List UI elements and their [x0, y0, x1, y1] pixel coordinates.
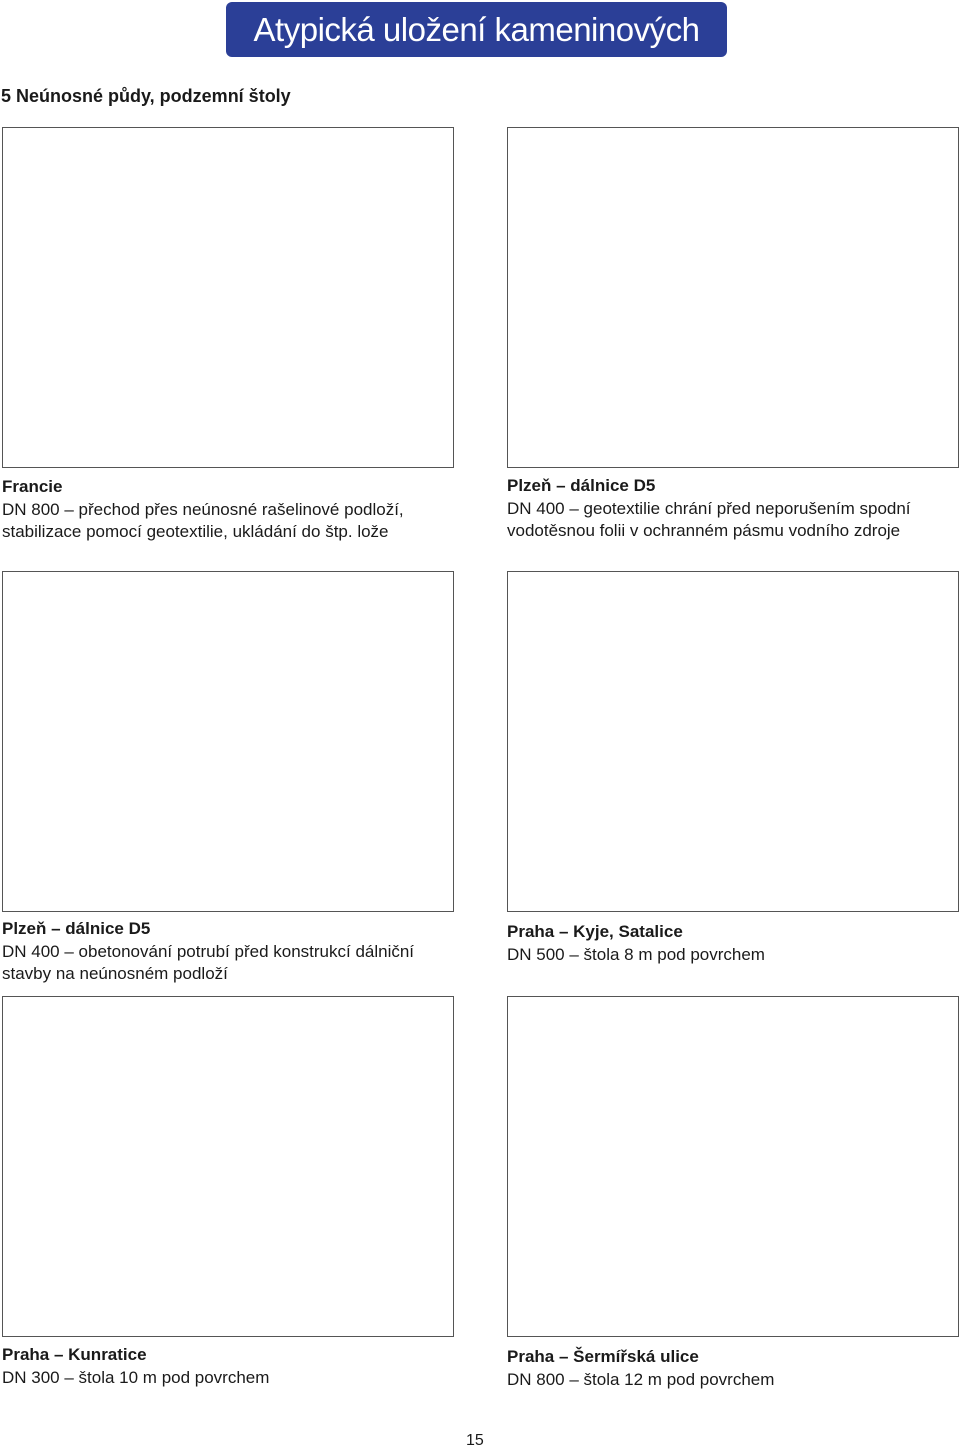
caption-description: DN 400 – geotextilie chrání před neporušením spodní: [507, 498, 911, 518]
photo-praha-kyje: [507, 571, 959, 912]
caption-description-line2: vodotěsnou folii v ochranném pásmu vodního zdroje: [507, 521, 901, 540]
caption-description: DN 400 – obetonování potrubí před konstrukcí dálniční: [2, 941, 415, 961]
caption-title: Plzeň – dálnice D5: [2, 919, 151, 938]
caption-description-line2: stabilizace pomocí geotextilie, ukládání do štp. lože: [2, 522, 389, 541]
page-number: 15: [466, 1432, 484, 1449]
photo-plzen-obetonovani: [2, 571, 454, 912]
caption-description: DN 300 – štola 10 m pod povrchem: [2, 1367, 270, 1387]
page-title-banner: Atypická uložení kameninových trub: [226, 2, 727, 57]
caption-description: DN 800 – přechod přes neúnosné rašelinové podloží,: [2, 499, 404, 519]
caption-plzen-obetonovani: [2, 918, 472, 986]
caption-description-line2: stavby na neúnosném podloží: [2, 964, 228, 983]
photo-praha-kunratice: [2, 996, 454, 1337]
caption-title: Praha – Kyje, Satalice: [507, 922, 683, 941]
caption-praha-kyje: [507, 921, 959, 966]
photo-francie: [2, 127, 454, 468]
caption-description: DN 800 – štola 12 m pod povrchem: [507, 1369, 775, 1389]
caption-description: DN 500 – štola 8 m pod povrchem: [507, 944, 765, 964]
section-title: 5 Neúnosné půdy, podzemní štoly: [1, 86, 291, 106]
caption-praha-sermirska: [507, 1346, 959, 1391]
caption-title: Praha – Šermířská ulice: [507, 1347, 699, 1366]
caption-francie: [2, 476, 454, 544]
caption-title: Plzeň – dálnice D5: [507, 476, 656, 495]
caption-title: Francie: [2, 477, 63, 496]
caption-plzen-geotextilie: [507, 475, 959, 543]
caption-title: Praha – Kunratice: [2, 1345, 147, 1364]
caption-praha-kunratice: [2, 1344, 454, 1389]
photo-praha-sermirska: [507, 996, 959, 1337]
photo-plzen-geotextilie: [507, 127, 959, 468]
